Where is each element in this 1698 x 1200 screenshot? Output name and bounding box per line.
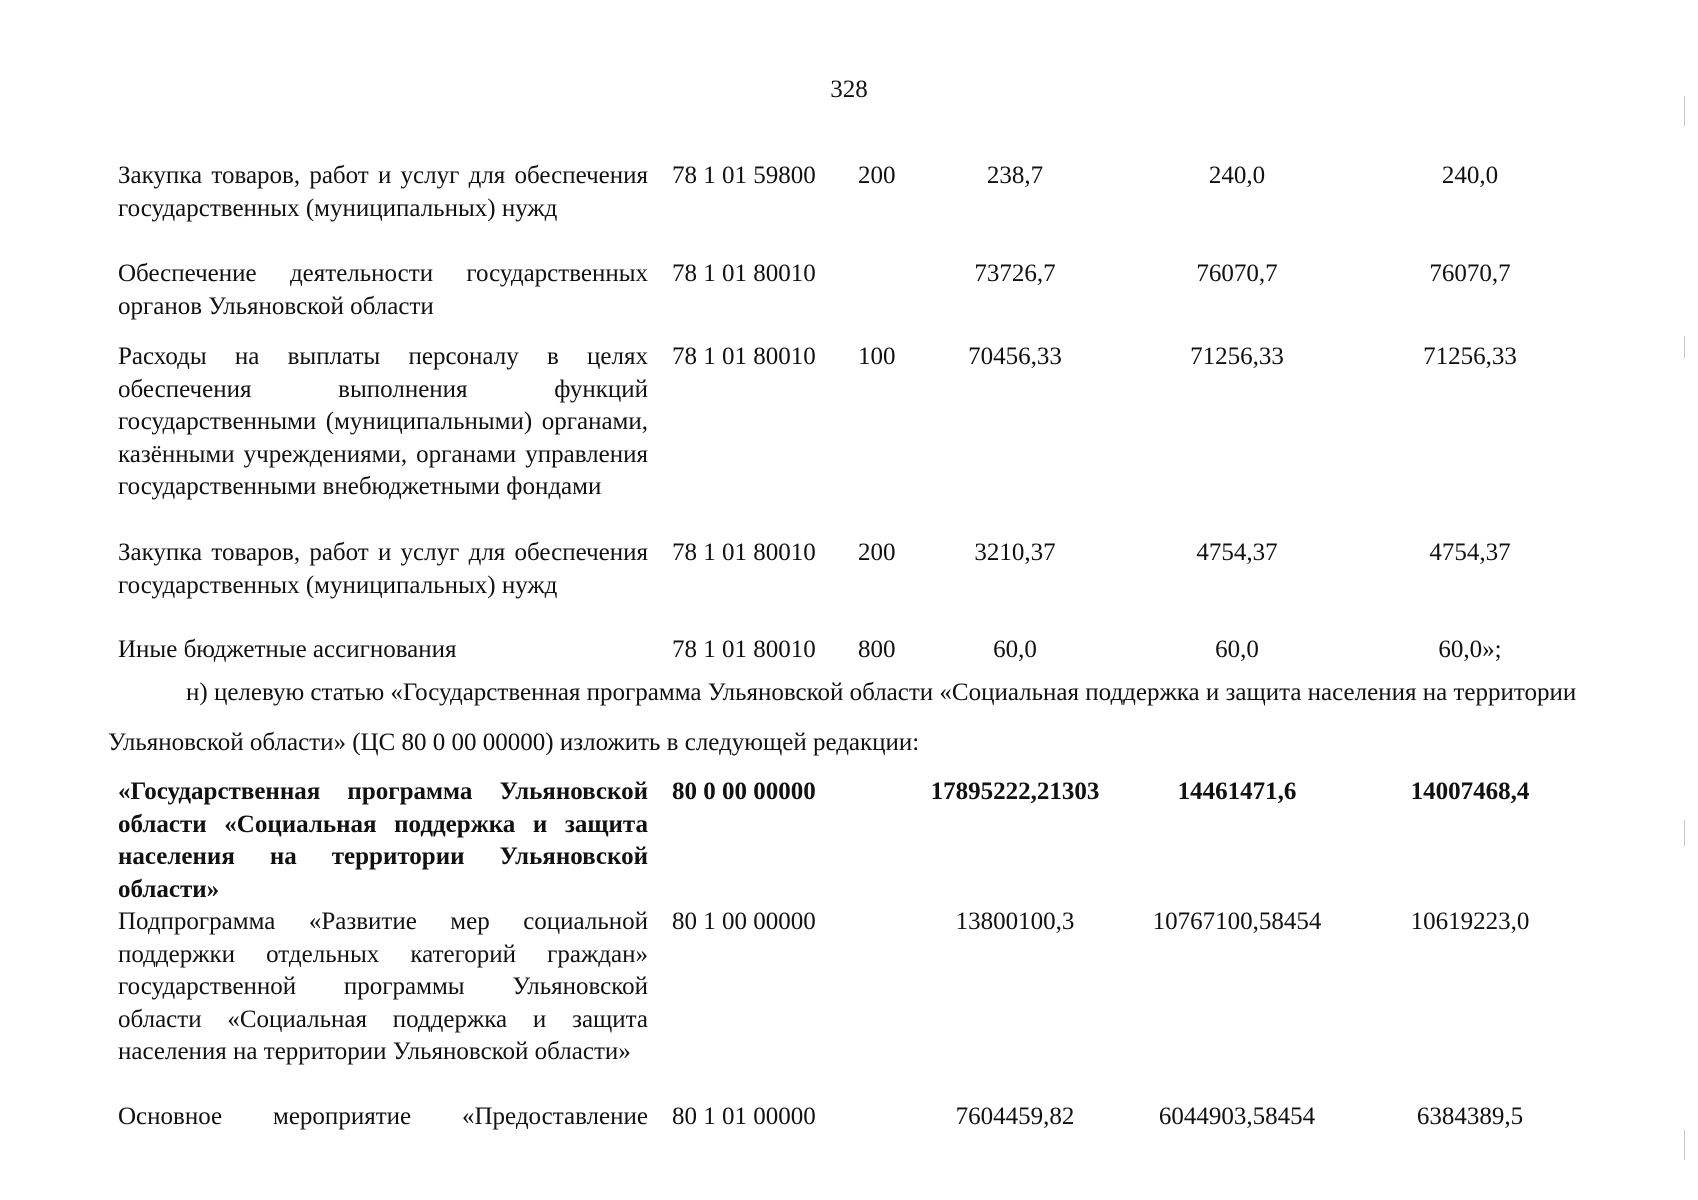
row-value-2: 76070,7: [1196, 260, 1278, 287]
row-name: Закупка товаров, работ и услуг для обеспечения государственных (муниципальных) нужд: [118, 539, 648, 599]
row-value-3: 240,0: [1441, 162, 1499, 189]
row-value-2: 240,0: [1208, 162, 1266, 189]
row-value-1: 238,7: [986, 162, 1044, 189]
row-code: 80 1 01 00000: [672, 1103, 816, 1130]
row-name: Иные бюджетные ассигнования: [118, 636, 457, 663]
row-vr: 800: [858, 636, 896, 663]
scan-mark: [1684, 96, 1685, 126]
row-value-3: 14007468,4: [1410, 778, 1530, 805]
row-code: 78 1 01 80010: [672, 539, 816, 566]
row-value-1: 3210,37: [974, 539, 1056, 566]
row-value-1: 7604459,82: [955, 1103, 1075, 1130]
row-value-3: 71256,33: [1423, 343, 1517, 370]
row-code: 80 1 00 00000: [672, 908, 816, 935]
row-code: 80 0 00 00000: [672, 778, 816, 805]
row-value-1: 73726,7: [974, 260, 1056, 287]
row-name: Основное мероприятие «Предоставление: [118, 1103, 648, 1130]
amendment-paragraph: [108, 668, 1588, 768]
scan-mark: [1684, 820, 1685, 846]
scan-mark: [1684, 1130, 1685, 1160]
scan-mark: [1684, 336, 1685, 358]
row-value-2: 6044903,58454: [1158, 1103, 1316, 1130]
row-code: 78 1 01 80010: [672, 343, 816, 370]
row-code: 78 1 01 80010: [672, 260, 816, 287]
row-name: Закупка товаров, работ и услуг для обеспечения государственных (муниципальных) нужд: [118, 162, 648, 222]
row-name: Расходы на выплаты персоналу в целях обеспечения выполнения функций государственными (муниципальными) органами, казёнными учреждениями, органами управления государственными внебюджетными фондами: [118, 343, 648, 501]
row-vr: 100: [858, 343, 896, 370]
row-name: Обеспечение деятельности государственных органов Ульяновской области: [118, 260, 648, 320]
row-value-1: 17895222,21303: [930, 778, 1100, 805]
paragraph-text: н) целевую статью «Государственная программа Ульяновской области «Социальная поддержка и защита населения на территории Ульяновской области» (ЦС 80 0 00 00000) изложить в следующей редакции:: [108, 679, 1577, 756]
row-value-2: 4754,37: [1196, 539, 1278, 566]
row-value-1: 13800100,3: [955, 908, 1075, 935]
row-name: «Государственная программа Ульяновской области «Социальная поддержка и защита населения на территории Ульяновской области»: [118, 778, 648, 903]
row-value-3: 4754,37: [1429, 539, 1511, 566]
row-vr: 200: [858, 539, 896, 566]
row-value-3: 76070,7: [1429, 260, 1511, 287]
row-value-2: 60,0: [1215, 636, 1259, 663]
row-code: 78 1 01 59800: [672, 162, 816, 189]
row-value-3: 6384389,5: [1416, 1103, 1524, 1130]
row-value-1: 60,0: [993, 636, 1037, 663]
row-value-2: 10767100,58454: [1152, 908, 1322, 935]
row-value-3: 10619223,0: [1410, 908, 1530, 935]
row-code: 78 1 01 80010: [672, 636, 816, 663]
row-value-2: 71256,33: [1190, 343, 1284, 370]
row-vr: 200: [858, 162, 896, 189]
row-name: Подпрограмма «Развитие мер социальной поддержки отдельных категорий граждан» государственной программы Ульяновской области «Социальная поддержка и защита населения на территории Ульяновской области»: [118, 908, 648, 1066]
row-value-3: 60,0»;: [1438, 636, 1502, 663]
row-value-2: 14461471,6: [1177, 778, 1297, 805]
row-value-1: 70456,33: [968, 343, 1062, 370]
page-number: 328: [830, 76, 868, 103]
